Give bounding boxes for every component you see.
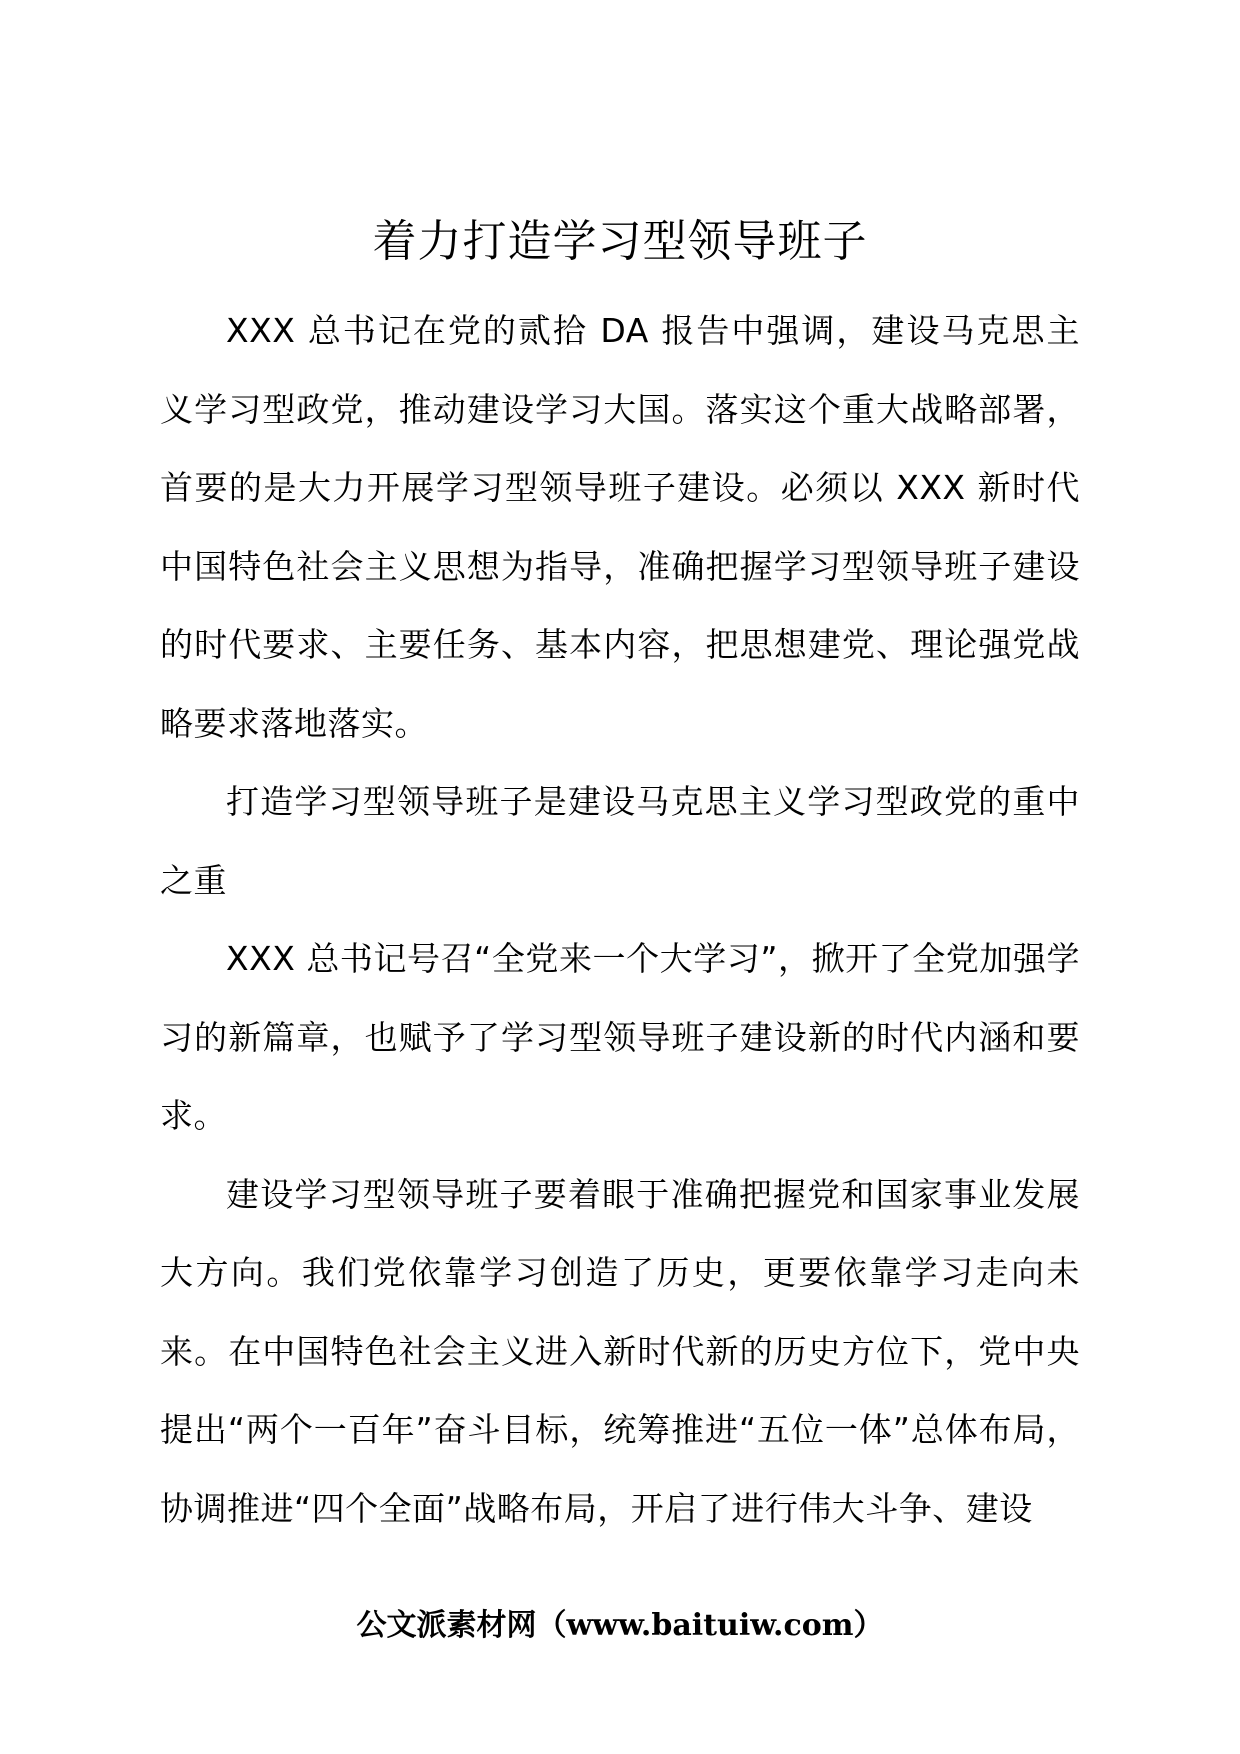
paragraph-1: XXX 总书记在党的贰拾 DA 报告中强调，建设马克思主义学习型政党，推动建设学习大国。落实这个重大战略部署，首要的是大力开展学习型领导班子建设。必须以 XXX 新时代中国特色社会主义思想为指导，准确把握学习型领导班子建设的时代要求、主要任务、基本内容，把思想建党、理论强党战略要求落地落实。 — [160, 311, 1080, 743]
page-footer-watermark: 公文派素材网（www.baituiw.com） — [356, 1608, 884, 1643]
document-title: 着力打造学习型领导班子 — [372, 216, 868, 267]
paragraph-2-heading: 打造学习型领导班子是建设马克思主义学习型政党的重中之重 — [160, 782, 1080, 900]
paragraph-4: 建设学习型领导班子要着眼于准确把握党和国家事业发展大方向。我们党依靠学习创造了历史，更要依靠学习走向未来。在中国特色社会主义进入新时代新的历史方位下，党中央提出“两个一百年”奋斗目标，统筹推进“五位一体”总体布局，协调推进“四个全面”战略布局，开启了进行伟大斗争、建设 — [160, 1174, 1080, 1528]
paragraph-3: XXX 总书记号召“全党来一个大学习”，掀开了全党加强学习的新篇章，也赋予了学习型领导班子建设新的时代内涵和要求。 — [160, 939, 1080, 1135]
document-body — [160, 292, 1080, 1548]
